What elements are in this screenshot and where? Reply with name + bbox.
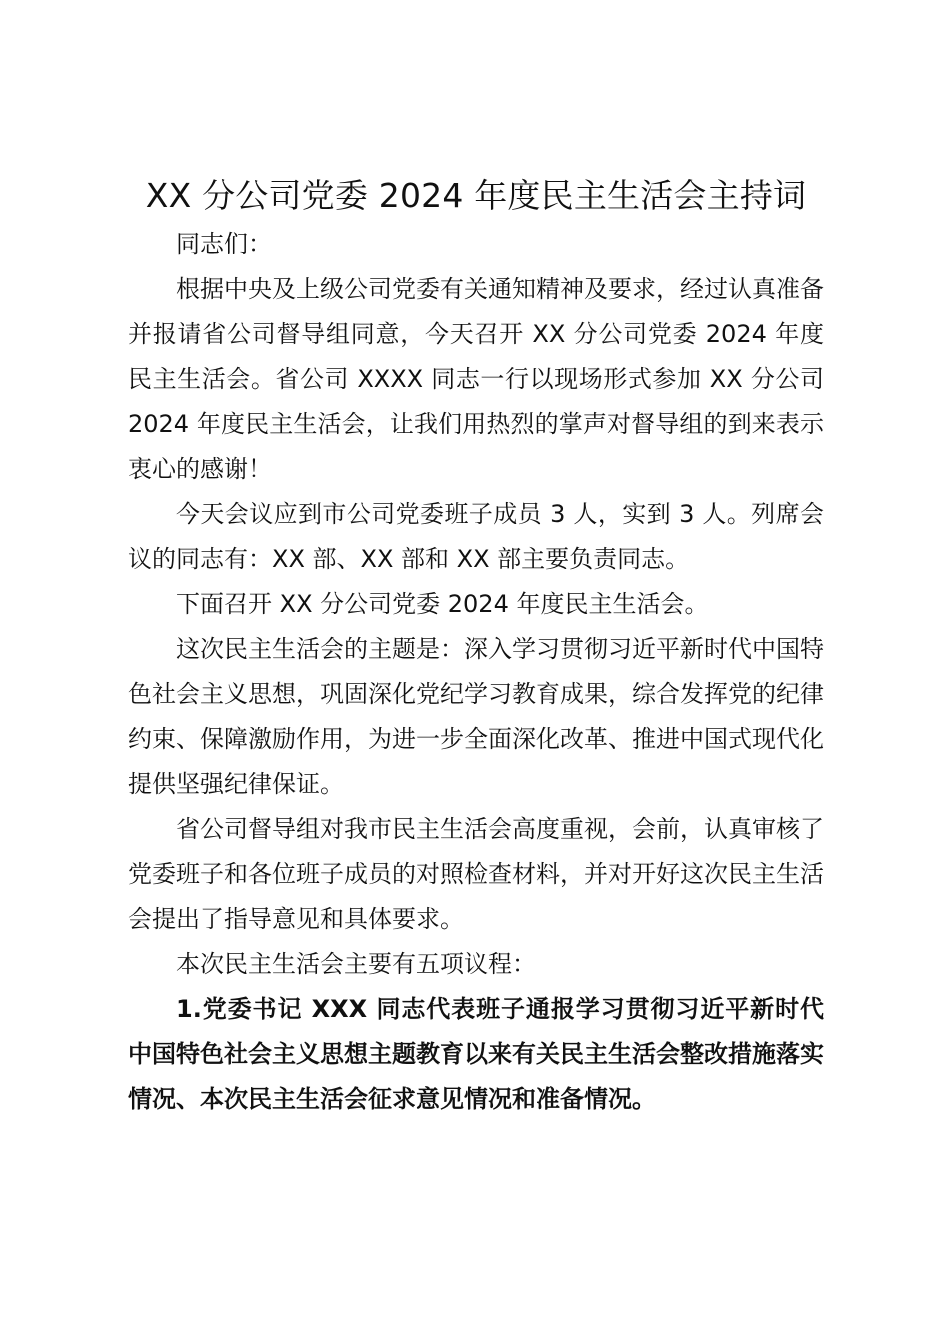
paragraph-theme: 这次民主生活会的主题是：深入学习贯彻习近平新时代中国特色社会主义思想，巩固深化党纪学习教育成果，综合发挥党的纪律约束、保障激励作用，为进一步全面深化改革、推进中国式现代化提供坚强纪律保证。	[128, 635, 824, 798]
paragraph-agenda-intro: 本次民主生活会主要有五项议程：	[176, 950, 536, 978]
paragraph-start: 下面召开 XX 分公司党委 2024 年度民主生活会。	[176, 590, 709, 618]
document-body	[128, 170, 824, 1122]
paragraph-agenda-item-1: 1.党委书记 XXX 同志代表班子通报学习贯彻习近平新时代中国特色社会主义思想主题教育以来有关民主生活会整改措施落实情况、本次民主生活会征求意见情况和准备情况。	[128, 995, 824, 1113]
document-title: XX 分公司党委 2024 年度民主生活会主持词	[145, 176, 807, 215]
paragraph-supervision: 省公司督导组对我市民主生活会高度重视，会前，认真审核了党委班子和各位班子成员的对照检查材料，并对开好这次民主生活会提出了指导意见和具体要求。	[128, 815, 824, 933]
paragraph-attendance: 今天会议应到市公司党委班子成员 3 人，实到 3 人。列席会议的同志有：XX 部、XX 部和 XX 部主要负责同志。	[128, 500, 824, 573]
paragraph-greeting: 同志们：	[176, 230, 272, 258]
paragraph-opening: 根据中央及上级公司党委有关通知精神及要求，经过认真准备并报请省公司督导组同意，今天召开 XX 分公司党委 2024 年度民主生活会。省公司 XXXX 同志一行以现场形式参加 XX 分公司 2024 年度民主生活会，让我们用热烈的掌声对督导组的到来表示衷心的感谢！	[128, 275, 824, 483]
